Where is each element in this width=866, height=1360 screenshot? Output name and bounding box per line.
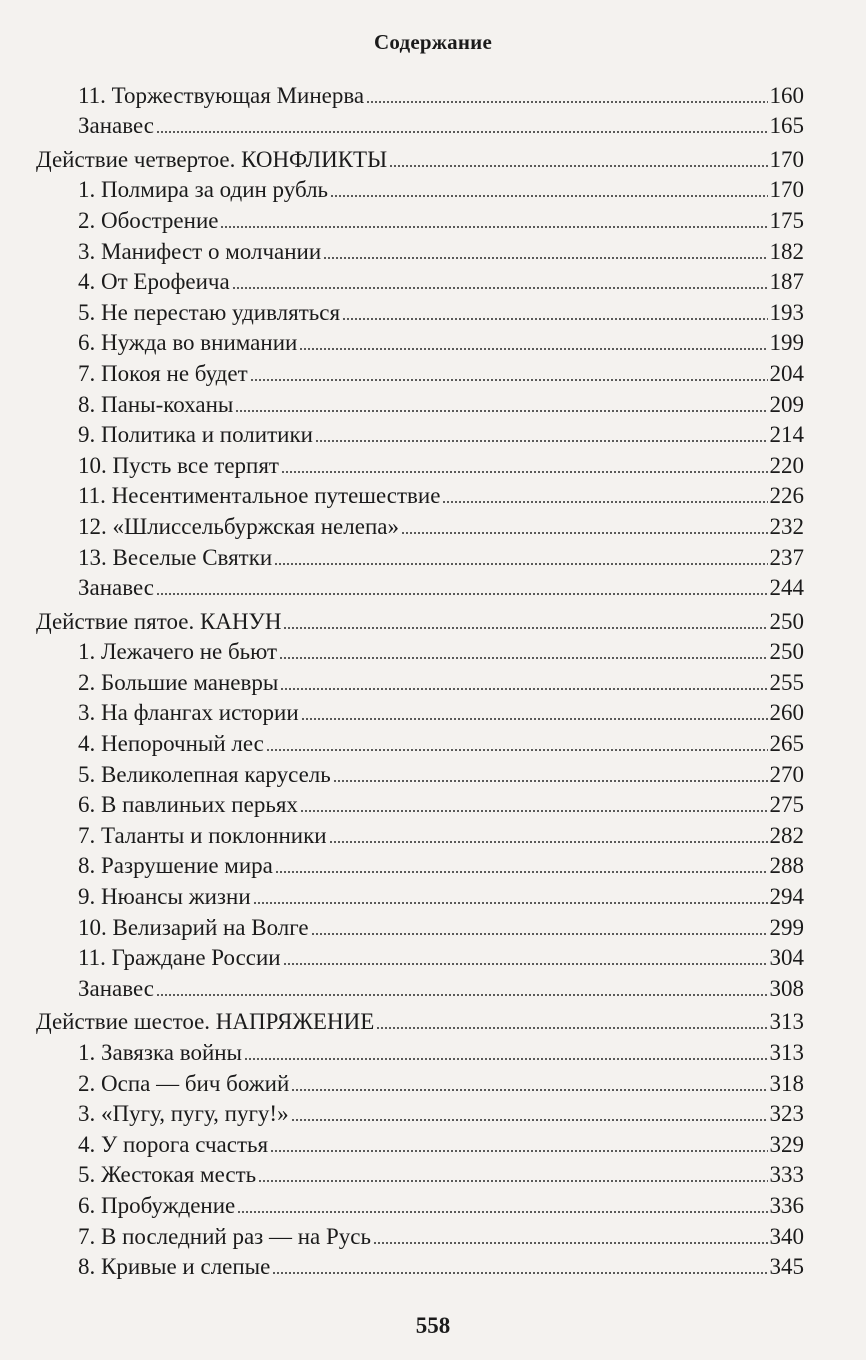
- toc-entry-title: 5. Великолепная карусель: [78, 761, 331, 787]
- dot-leader: [333, 780, 768, 782]
- toc-entry-title: 3. Манифест о молчании: [78, 238, 322, 264]
- dot-leader: [283, 963, 768, 965]
- toc-entry-title: Действие шестое. НАПРЯЖЕНИЕ: [36, 1009, 375, 1035]
- toc-entry-page: 275: [769, 792, 804, 818]
- toc-chapter-entry: [36, 847, 804, 878]
- dot-leader: [376, 1027, 767, 1029]
- toc-chapter-entry: [36, 569, 804, 600]
- toc-entry-title: 11. Несентиментальное путешествие: [78, 483, 441, 509]
- toc-chapter-entry: [36, 1248, 804, 1279]
- toc-chapter-entry: [36, 1156, 804, 1187]
- toc-entry-title: 9. Нюансы жизни: [78, 884, 251, 910]
- toc-entry-title: 11. Граждане России: [78, 945, 281, 971]
- toc-entry-title: 13. Веселые Святки: [78, 544, 273, 570]
- dot-leader: [270, 1150, 767, 1152]
- toc-chapter-entry: [36, 324, 804, 355]
- dot-leader: [220, 226, 767, 228]
- toc-chapter-entry: [36, 507, 804, 538]
- toc-chapter-entry: [36, 385, 804, 416]
- toc-entry-page: 294: [769, 884, 804, 910]
- dot-leader: [315, 440, 768, 442]
- toc-entry-page: 308: [769, 975, 804, 1001]
- toc-entry-title: 12. «Шлиссельбуржская нелепа»: [78, 513, 399, 539]
- toc-entry-page: 329: [769, 1131, 804, 1157]
- toc-entry-title: 4. У порога счастья: [78, 1131, 269, 1157]
- toc-chapter-entry: [36, 538, 804, 569]
- toc-entry-title: Действие пятое. КАНУН: [36, 608, 282, 634]
- toc-chapter-entry: [36, 354, 804, 385]
- toc-entry-page: 170: [769, 146, 804, 172]
- toc-chapter-entry: [36, 293, 804, 324]
- toc-entry-page: 345: [769, 1254, 804, 1280]
- toc-chapter-entry: [36, 201, 804, 232]
- toc-entry-title: 11. Торжествующая Минерва: [78, 82, 365, 108]
- toc-entry-page: 336: [769, 1192, 804, 1218]
- toc-chapter-entry: [36, 107, 804, 138]
- dot-leader: [299, 348, 767, 350]
- toc-chapter-entry: [36, 477, 804, 508]
- toc-entry-title: 2. Обострение: [78, 207, 219, 233]
- toc-entry-page: 204: [769, 360, 804, 386]
- toc-part-entry: [36, 602, 804, 633]
- toc-chapter-entry: [36, 908, 804, 939]
- toc-chapter-entry: [36, 724, 804, 755]
- toc-entry-page: 187: [769, 269, 804, 295]
- toc-entry-title: 3. На флангах истории: [78, 700, 299, 726]
- toc-entry-page: 333: [769, 1162, 804, 1188]
- toc-entry-page: 244: [769, 575, 804, 601]
- toc-part-entry: [36, 1003, 804, 1034]
- toc-entry-title: 10. Велизарий на Волге: [78, 914, 309, 940]
- toc-entry-title: 10. Пусть все терпят: [78, 452, 279, 478]
- toc-entry-page: 250: [769, 639, 804, 665]
- toc-entry-page: 313: [769, 1009, 804, 1035]
- dot-leader: [275, 871, 768, 873]
- toc-entry-title: 1. Полмира за один рубль: [78, 177, 329, 203]
- toc-entry-title: 3. «Пугу, пугу, пугу!»: [78, 1101, 289, 1127]
- toc-entry-title: 8. Кривые и слепые: [78, 1254, 271, 1280]
- toc-entry-title: Занавес: [78, 575, 154, 601]
- toc-chapter-entry: [36, 786, 804, 817]
- toc-chapter-entry: [36, 1125, 804, 1156]
- toc-entry-page: 313: [769, 1040, 804, 1065]
- toc-chapter-entry: [36, 1217, 804, 1248]
- dot-leader: [274, 563, 767, 565]
- toc-entry-page: 175: [769, 207, 804, 233]
- toc-entry-page: 250: [769, 608, 804, 634]
- toc-entry-title: Действие четвертое. КОНФЛИКТЫ: [36, 146, 388, 172]
- toc-chapter-entry: [36, 1095, 804, 1126]
- toc-chapter-entry: [36, 816, 804, 847]
- toc-entry-page: 214: [769, 422, 804, 448]
- toc-entry-page: 270: [769, 761, 804, 787]
- toc-entry-title: 4. Непорочный лес: [78, 731, 264, 757]
- toc-chapter-entry: [36, 171, 804, 202]
- toc-entry-title: 9. Политика и политики: [78, 422, 313, 448]
- toc-chapter-entry: [36, 446, 804, 477]
- dot-leader: [389, 165, 767, 167]
- toc-chapter-entry: [36, 694, 804, 725]
- toc-entry-page: 199: [769, 330, 804, 356]
- toc-chapter-entry: [36, 633, 804, 664]
- toc-entry-title: 5. Не перестаю удивляться: [78, 299, 341, 325]
- toc-chapter-entry: [36, 877, 804, 908]
- toc-entry-title: 7. В последний раз — на Русь: [78, 1223, 371, 1249]
- toc-entry-title: 2. Большие маневры: [78, 669, 279, 695]
- toc-entry-title: 7. Покоя не будет: [78, 360, 248, 386]
- dot-leader: [237, 1211, 767, 1213]
- toc-entry-title: 8. Разрушение мира: [78, 853, 273, 879]
- dot-leader: [250, 379, 768, 381]
- toc-entry-page: 193: [769, 299, 804, 325]
- toc-entry-title: 6. Нужда во внимании: [78, 330, 298, 356]
- dot-leader: [291, 1119, 768, 1121]
- toc-entry-page: 318: [769, 1070, 804, 1096]
- toc-entry-title: 8. Паны-коханы: [78, 391, 234, 417]
- toc-entry-title: 7. Таланты и поклонники: [78, 822, 327, 848]
- toc-entry-page: 282: [769, 822, 804, 848]
- dot-leader: [279, 657, 767, 659]
- table-of-contents: [36, 76, 804, 1278]
- toc-chapter-entry: [36, 232, 804, 263]
- toc-entry-page: 265: [769, 731, 804, 757]
- dot-leader: [266, 749, 768, 751]
- toc-entry-page: 304: [769, 945, 804, 971]
- dot-leader: [329, 841, 768, 843]
- toc-entry-page: 323: [769, 1101, 804, 1127]
- dot-leader: [244, 1058, 767, 1060]
- toc-entry-page: 288: [769, 853, 804, 879]
- dot-leader: [283, 627, 767, 629]
- toc-entry-title: 1. Завязка войны: [78, 1040, 243, 1065]
- toc-entry-title: Занавес: [78, 113, 154, 139]
- toc-entry-title: 1. Лежачего не бьют: [78, 639, 278, 665]
- toc-entry-page: 226: [769, 483, 804, 509]
- dot-leader: [156, 131, 768, 133]
- dot-leader: [156, 593, 768, 595]
- toc-entry-title: 6. В павлиньих перьях: [78, 792, 298, 818]
- toc-entry-page: 220: [769, 452, 804, 478]
- toc-chapter-entry: [36, 1064, 804, 1095]
- dot-leader: [323, 257, 767, 259]
- toc-entry-page: 340: [769, 1223, 804, 1249]
- dot-leader: [291, 1089, 767, 1091]
- toc-entry-page: 232: [769, 513, 804, 539]
- toc-entry-title: 2. Оспа — бич божий: [78, 1070, 290, 1096]
- toc-entry-page: 299: [769, 914, 804, 940]
- toc-entry-title: 6. Пробуждение: [78, 1192, 236, 1218]
- dot-leader: [232, 287, 768, 289]
- toc-chapter-entry: [36, 1186, 804, 1217]
- dot-leader: [311, 933, 768, 935]
- toc-chapter-entry: [36, 76, 804, 107]
- dot-leader: [342, 318, 767, 320]
- dot-leader: [272, 1272, 767, 1274]
- page-number: 558: [415, 1313, 451, 1338]
- toc-entry-page: 255: [769, 669, 804, 695]
- toc-entry-page: 170: [769, 177, 804, 203]
- toc-entry-title: 5. Жестокая месть: [78, 1162, 257, 1188]
- dot-leader: [401, 532, 768, 534]
- dot-leader: [301, 718, 768, 720]
- toc-entry-page: 160: [769, 82, 804, 108]
- dot-leader: [235, 410, 767, 412]
- dot-leader: [300, 810, 768, 812]
- dot-leader: [281, 471, 768, 473]
- toc-chapter-entry: [36, 416, 804, 447]
- dot-leader: [373, 1242, 768, 1244]
- toc-chapter-entry: [36, 969, 804, 1000]
- toc-entry-page: 182: [769, 238, 804, 264]
- running-head: Содержание: [374, 30, 492, 54]
- toc-entry-page: 209: [769, 391, 804, 417]
- dot-leader: [366, 101, 767, 103]
- dot-leader: [253, 902, 768, 904]
- toc-entry-page: 165: [769, 113, 804, 139]
- toc-part-entry: [36, 140, 804, 171]
- toc-entry-page: 260: [769, 700, 804, 726]
- dot-leader: [280, 688, 767, 690]
- toc-chapter-entry: [36, 663, 804, 694]
- toc-chapter-entry: [36, 1033, 804, 1064]
- dot-leader: [156, 994, 768, 996]
- dot-leader: [330, 195, 767, 197]
- toc-chapter-entry: [36, 939, 804, 970]
- toc-entry-title: 4. От Ерофеича: [78, 269, 230, 295]
- dot-leader: [258, 1180, 767, 1182]
- toc-chapter-entry: [36, 755, 804, 786]
- toc-entry-page: 237: [769, 544, 804, 570]
- dot-leader: [442, 501, 767, 503]
- toc-entry-title: Занавес: [78, 975, 154, 1001]
- toc-chapter-entry: [36, 263, 804, 294]
